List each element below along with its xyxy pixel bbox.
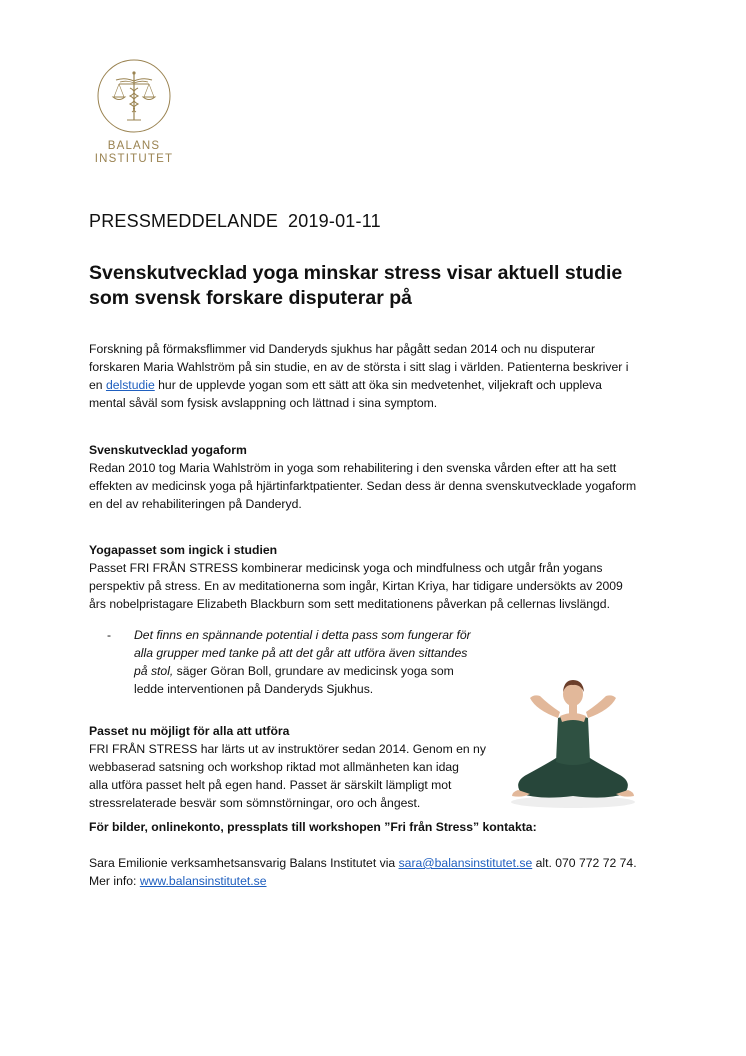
press-release-header [89,211,381,232]
text-fragment: alt. 070 772 72 74. [532,856,637,870]
contact-heading: För bilder, onlinekonto, pressplats till workshopen ”Fri från Stress” kontakta: [89,820,537,834]
quote-line: alla grupper med tanke på att det går att utföra även sittandes [134,646,468,660]
text-line [89,376,628,394]
section-heading: Passet nu möjligt för alla att utföra [89,724,290,738]
section-passet-nu [89,722,486,812]
balans-institutet-logo [93,58,175,166]
text-line: Passet FRI FRÅN STRESS kombinerar medicinsk yoga och mindfulness och utgår från yogans [89,561,603,575]
quote-line: på stol, [134,664,174,678]
section-yogaform [89,441,636,513]
section-yogapasset [89,541,623,613]
text-line: stressrelaterade besvär som sömnstörningar, oro och ångest. [89,796,421,810]
text-line: alla utföra passet helt på egen hand. Passet är särskilt lämpligt mot [89,778,452,792]
press-label: PRESSMEDDELANDE [89,211,279,231]
quote-attribution: ledde interventionen på Danderyds Sjukhus. [134,682,374,696]
headline-line: Svenskutvecklad yoga minskar stress visar aktuell studie [89,262,623,284]
quote-attribution: säger Göran Boll, grundare av medicinsk yoga som [173,664,454,678]
intro-paragraph [89,340,628,412]
website-link[interactable]: www.balansinstitutet.se [139,874,267,888]
logo-text-line2: INSTITUTET [94,153,174,165]
section-heading: Yogapasset som ingick i studien [89,543,278,557]
quote-line: Det finns en spännande potential i detta pass som fungerar för [134,628,471,642]
text-line: FRI FRÅN STRESS har lärts ut av instruktörer sedan 2014. Genom en ny [89,742,486,756]
text-line: års nobelpristagare Elizabeth Blackburn som sett meditationens påverkan på cellernas livslängd. [89,597,610,611]
text-fragment: Mer info: [89,874,140,888]
text-line: mental såväl som fysisk avslappning och lättnad i sina symptom. [89,396,438,410]
text-line: perspektiv på stress. En av meditationerna som ingår, Kirtan Kriya, har tidigare undersökts av 2009 [89,579,623,593]
section-heading: Svenskutvecklad yogaform [89,443,247,457]
text-line: forskaren Maria Wahlström på sin studie, en av de största i sitt slag i världen. Patienterna beskriver i [89,360,629,374]
text-line [89,854,637,872]
text-line: webbaserad satsning och workshop riktad mot allmänheten kan idag [89,760,459,774]
text-line [89,872,637,890]
bullet-dash: - [107,628,112,642]
quote-text [134,626,514,698]
headline [89,261,649,311]
delstudie-link[interactable]: delstudie [105,378,155,392]
text-line: Forskning på förmaksflimmer vid Danderyds sjukhus har pågått sedan 2014 och nu disputerar [89,342,596,356]
logo-text-line1: BALANS [107,140,161,152]
yoga-pose-photo [500,670,646,810]
email-link[interactable]: sara@balansinstitutet.se [398,856,533,870]
text-line: en del av rehabiliteringen på Danderyd. [89,497,302,511]
text-line: effekten av medicinsk yoga på hjärtinfarktpatienter. Sedan dess är denna svenskutvecklade yogaform [89,479,637,493]
headline-line: som svensk forskare disputerar på [89,287,412,309]
press-date: 2019-01-11 [288,211,381,231]
caduceus-scales-icon [96,58,172,134]
text-fragment: Sara Emilionie verksamhetsansvarig Balans Institutet via [89,856,399,870]
contact-section [89,818,637,890]
text-fragment: en [89,378,106,392]
text-line: Redan 2010 tog Maria Wahlström in yoga som rehabilitering i den svenska vården efter att ha sett [89,461,617,475]
text-fragment: hur de upplevde yogan som ett sätt att öka sin medvetenhet, viljekraft och uppleva [154,378,602,392]
